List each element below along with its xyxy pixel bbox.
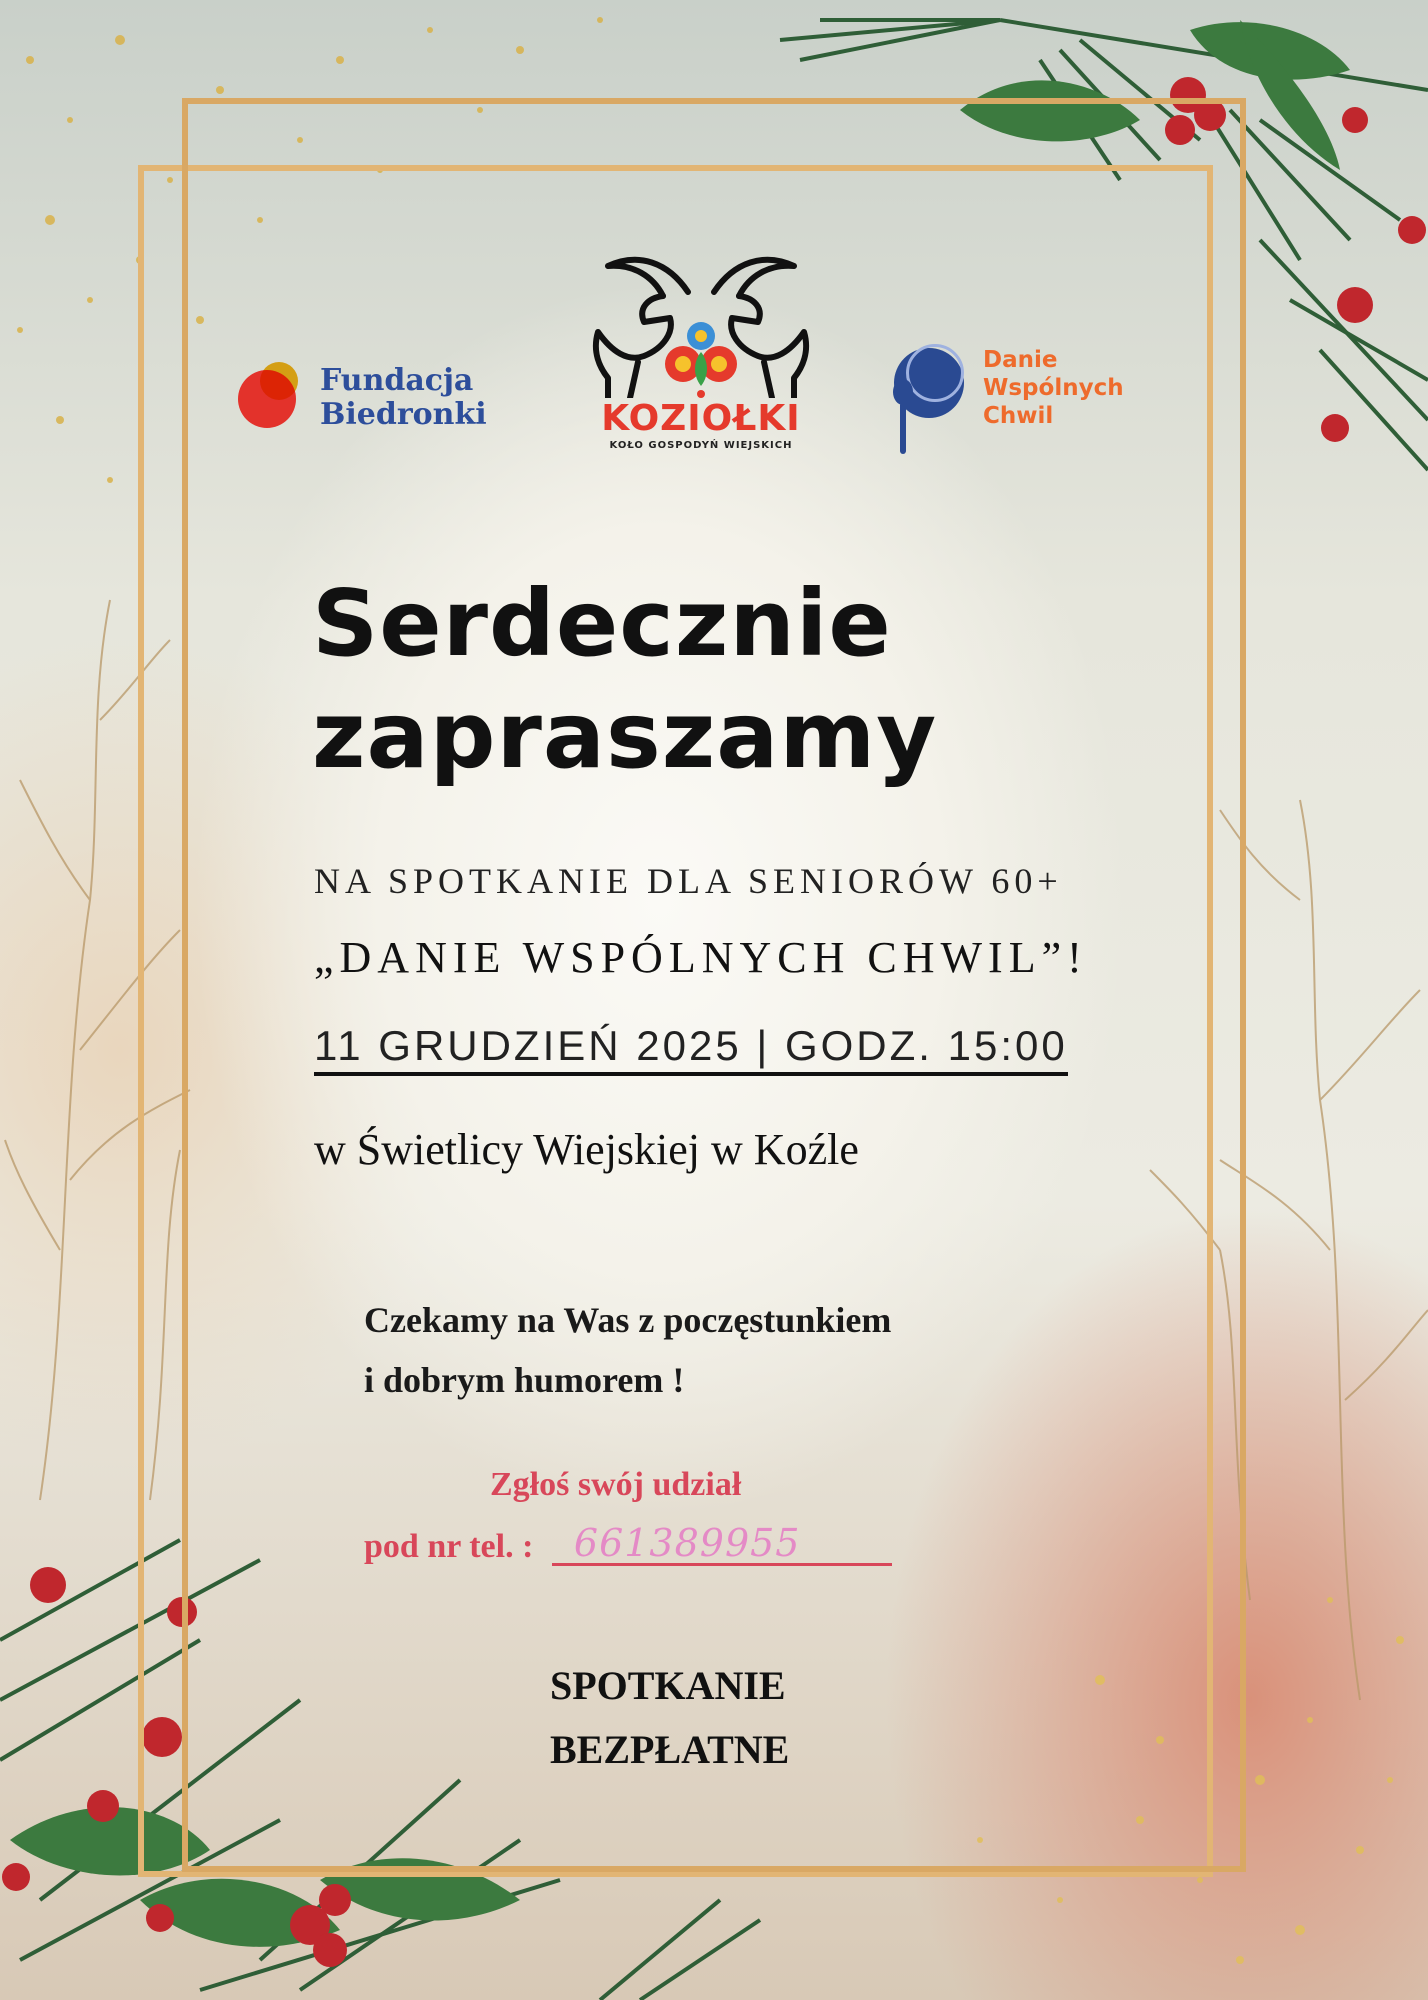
signup-heading: Zgłoś swój udział (490, 1466, 742, 1503)
headline (312, 568, 937, 792)
koziolki-subtitle: KOŁO GOSPODYŃ WIEJSKICH (609, 440, 793, 451)
event-name: „DANIE WSPÓLNYCH CHWIL”! (314, 933, 1088, 982)
free-line1: SPOTKANIE (550, 1663, 786, 1708)
danie-line1: Danie (983, 347, 1058, 373)
fundacja-line2: Biedronki (320, 397, 487, 432)
phone-field (552, 1521, 892, 1566)
fundacja-biedronki-text (320, 364, 487, 432)
headline-line2: zapraszamy (312, 682, 938, 789)
headline-line1: Serdecznie (312, 570, 892, 677)
fundacja-biedronki-logo (238, 360, 508, 440)
danie-line2: Wspólnych (983, 375, 1124, 401)
koziolki-logo (578, 252, 824, 462)
koziolki-name: KOZIOŁKI (601, 398, 801, 439)
free-line2: BEZPŁATNE (550, 1727, 790, 1772)
danie-wspolnych-chwil-logo (888, 344, 1178, 454)
welcome-message (364, 1290, 891, 1410)
danie-text (983, 346, 1124, 430)
signup-phone-row (364, 1521, 892, 1566)
spoon-icon (888, 378, 918, 458)
fundacja-line1: Fundacja (320, 363, 474, 398)
welcome-line2: i dobrym humorem ! (364, 1360, 685, 1400)
event-venue: w Świetlicy Wiejskiej w Koźle (314, 1125, 859, 1174)
phone-number[interactable]: 661389955 (573, 1521, 801, 1565)
goats-icon (578, 252, 824, 398)
audience-subline: NA SPOTKANIE DLA SENIORÓW 60+ (314, 861, 1063, 901)
event-date-time: 11 GRUDZIEŃ 2025 | GODZ. 15:00 (314, 1022, 1068, 1076)
sun-dot-icon (260, 362, 298, 400)
signup-phone-label: pod nr tel. : (364, 1528, 534, 1565)
danie-line3: Chwil (983, 403, 1054, 429)
free-event-note (550, 1654, 789, 1782)
welcome-line1: Czekamy na Was z poczęstunkiem (364, 1300, 892, 1340)
